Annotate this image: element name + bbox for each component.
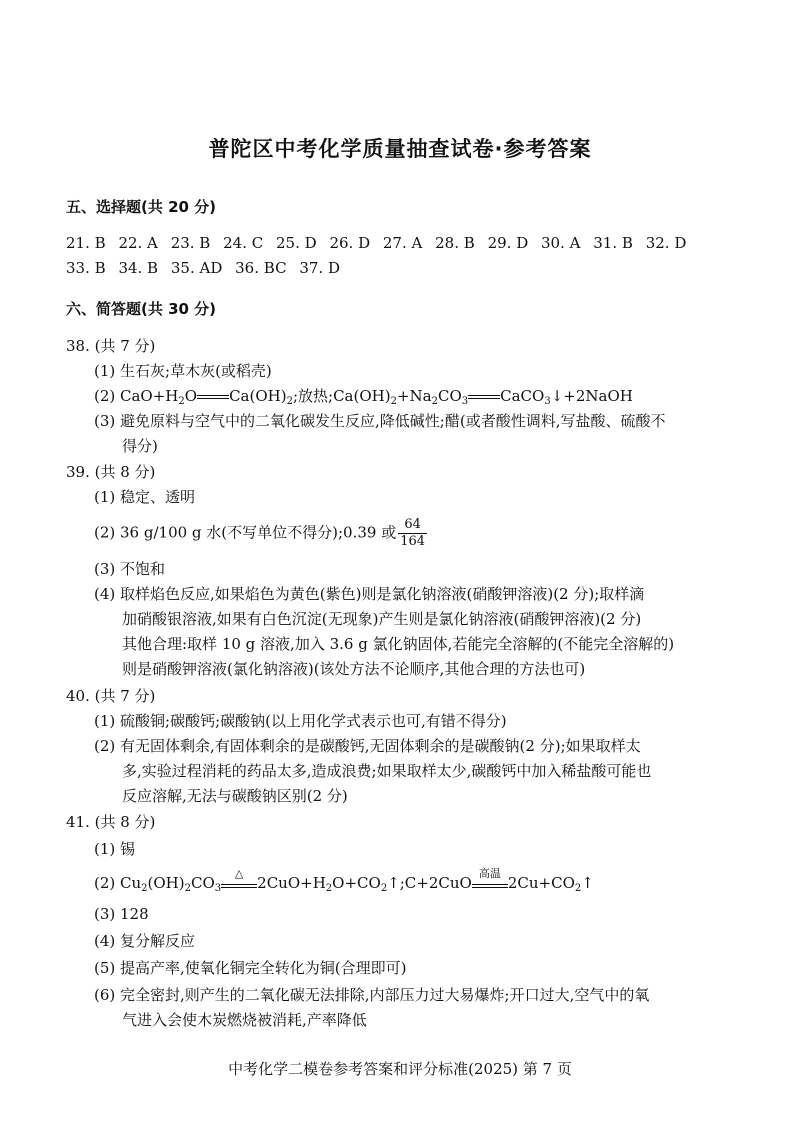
choice-answer: 21. B (66, 234, 106, 252)
choice-answers-row-2 (66, 259, 348, 277)
equals-sign (468, 395, 500, 399)
reaction-condition-heat: △ (221, 876, 257, 888)
q39-answer-4-cont: 其他合理:取样 10 g 溶液,加入 3.6 g 氯化钠固体,若能完全溶解的(不能完全溶解的) (122, 635, 675, 653)
q38-answer-3: (3) 避免原料与空气中的二氧化碳发生反应,降低碱性;醋(或者酸性调料,写盐酸、硫酸不 (94, 412, 666, 430)
choice-answer: 25. D (276, 234, 317, 252)
q41-answer-6-cont: 气进入会使木炭燃烧被消耗,产率降低 (122, 1011, 367, 1029)
q39-answer-4-cont: 则是硝酸钾溶液(氯化钠溶液)(该处方法不论顺序,其他合理的方法也可) (122, 660, 586, 678)
choice-answer: 23. B (170, 234, 211, 252)
choice-answer: 35. AD (170, 259, 223, 277)
choice-answer: 37. D (299, 259, 340, 277)
q40-answer-2: (2) 有无固体剩余,有固体剩余的是碳酸钙,无固体剩余的是碳酸钠(2 分);如果取样太 (94, 737, 641, 755)
choice-answer: 26. D (329, 234, 371, 252)
q40-answer-2-cont: 反应溶解,无法与碳酸钠区别(2 分) (122, 787, 348, 805)
q38-answer-1: (1) 生石灰;草木灰(或稻壳) (94, 362, 272, 380)
q39-answer-4: (4) 取样焰色反应,如果焰色为黄色(紫色)则是氯化钠溶液(硝酸钾溶液)(2 分);取样滴 (94, 585, 645, 603)
choice-answer: 36. BC (235, 259, 287, 277)
q41-answer-3: (3) 128 (94, 905, 149, 923)
reaction-condition-high-temp: 高温 (472, 876, 508, 888)
choice-answers-row-1 (66, 234, 694, 252)
choice-answer: 28. B (435, 234, 475, 252)
question-40-head: 40. (共 7 分) (66, 687, 156, 705)
q41-answer-4: (4) 复分解反应 (94, 932, 196, 950)
q40-answer-2-cont: 多,实验过程消耗的药品太多,造成浪费;如果取样太少,碳酸钙中加入稀盐酸可能也 (122, 762, 652, 780)
section-heading-choice: 五、选择题(共 20 分) (66, 198, 217, 216)
choice-answer: 33. B (66, 259, 106, 277)
q38-answer-2: (2) $CaO+H_2O$ $Ca(OH)_2$;放热$;Ca(OH)_2+Na_2CO_3$ CaCO$_3$↓+2NaOH (94, 387, 633, 407)
q38-answer-3-cont: 得分) (122, 437, 158, 455)
page-footer: 中考化学二模卷参考答案和评分标准(2025) 第 7 页 (228, 1060, 572, 1078)
equals-sign (197, 395, 229, 399)
q41-answer-5: (5) 提高产率,使氧化铜完全转化为铜(合理即可) (94, 959, 407, 977)
choice-answer: 29. D (487, 234, 529, 252)
q39-answer-3: (3) 不饱和 (94, 560, 166, 578)
choice-answer: 22. A (118, 234, 158, 252)
section-heading-short-answer: 六、简答题(共 30 分) (66, 300, 217, 318)
q41-answer-6: (6) 完全密封,则产生的二氧化碳无法排除,内部压力过大易爆炸;开口过大,空气中的氧 (94, 986, 650, 1004)
question-38-head: 38. (共 7 分) (66, 337, 156, 355)
question-41-head: 41. (共 8 分) (66, 813, 156, 831)
question-39-head: 39. (共 8 分) (66, 463, 156, 481)
choice-answer: 32. D (645, 234, 687, 252)
q41-answer-2: (2) $Cu_2(OH)_2CO_3$ △ $2CuO+H_2O+CO_2↑;C+2CuO$ 高温 $2Cu+CO_2↑$ (94, 867, 594, 894)
choice-answer: 27. A (382, 234, 423, 252)
q41-answer-1: (1) 锡 (94, 840, 136, 858)
choice-answer: 34. B (118, 259, 159, 277)
q39-answer-4-cont: 加硝酸银溶液,如果有白色沉淀(无现象)产生则是氯化钠溶液(硝酸钾溶液)(2 分) (122, 610, 642, 628)
q39-answer-2: (2) 36 g/100 g 水(不写单位不得分);0.39 或 $\frac{64}{164}$ (94, 517, 426, 549)
choice-answer: 30. A (541, 234, 581, 252)
choice-answer: 31. B (593, 234, 633, 252)
q40-answer-1: (1) 硫酸铜;碳酸钙;碳酸钠(以上用化学式表示也可,有错不得分) (94, 712, 507, 730)
choice-answer: 24. C (223, 234, 264, 252)
page-title: 普陀区中考化学质量抽查试卷·参考答案 (208, 137, 592, 161)
fraction: $\frac{64}{164}$ (400, 517, 426, 549)
q39-answer-1: (1) 稳定、透明 (94, 488, 196, 506)
